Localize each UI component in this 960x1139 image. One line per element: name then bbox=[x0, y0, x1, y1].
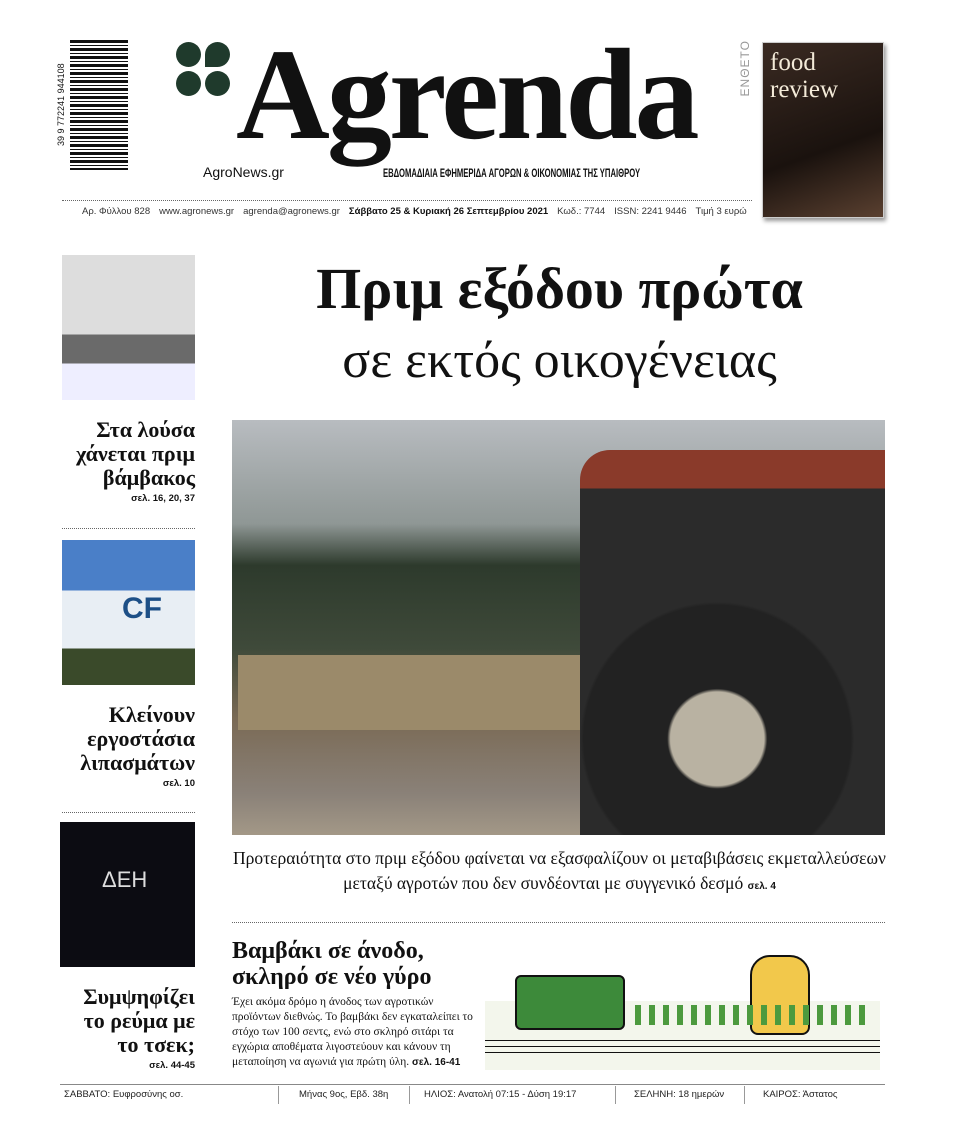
bottom-body: Έχει ακόμα δρόμο η άνοδος των αγροτικών προϊόντων διεθνώς. Το βαμβάκι δεν εγκαταλείπει το στόχο των 100 σεντς, ενώ στο σκληρό σιτάρι τα εγχώρια αποθέματα λιγοστεύουν και κάνουν τη μεταποίηση να αγωνιά για πρώτη ύλη. σελ. 16-41 bbox=[232, 996, 473, 1068]
footer-rule bbox=[60, 1084, 885, 1085]
divider bbox=[62, 812, 195, 813]
side-pages-2: σελ. 10 bbox=[162, 778, 195, 789]
main-subheadline: σε εκτός οικογένειας bbox=[342, 332, 777, 389]
site-name: AgroNews.gr bbox=[203, 164, 284, 180]
crops-icon bbox=[635, 1005, 865, 1025]
tractor-image bbox=[580, 450, 885, 835]
footer-week: Μήνας 9ος, Εβδ. 38η bbox=[299, 1089, 389, 1100]
footer-nameday: ΣΑΒΒΑΤΟ: Ευφροσύνης οσ. bbox=[64, 1089, 184, 1100]
farm-illustration bbox=[485, 945, 880, 1070]
main-headline: Πριμ εξόδου πρώτα bbox=[316, 256, 803, 321]
side-headline-2[interactable]: Κλείνουν εργοστάσια λιπασμάτων bbox=[80, 702, 195, 775]
code: Κωδ.: 7744 bbox=[557, 206, 606, 217]
main-caption: Προτεραιότητα στο πριμ εξόδου φαίνεται να εξασφαλίζουν οι μεταβιβάσεις εκμεταλλεύσεων μεταξύ αγροτών που δεν συνδέονται με συγγενικό δεσμό σελ. 4 bbox=[233, 848, 886, 893]
info-line bbox=[82, 206, 747, 218]
divider bbox=[62, 528, 195, 529]
bottom-headline[interactable]: Βαμβάκι σε άνοδο, σκληρό σε νέο γύρο bbox=[232, 938, 432, 990]
footer bbox=[60, 1088, 885, 1104]
issue-date: Σάββατο 25 & Κυριακή 26 Σεπτεμβρίου 2021 bbox=[348, 206, 549, 217]
email: agrenda@agronews.gr bbox=[243, 206, 340, 217]
side-headline-3[interactable]: Συμψηφίζει το ρεύμα με το τσεκ; bbox=[83, 984, 195, 1057]
side-story-1[interactable] bbox=[60, 418, 195, 505]
side-story-3[interactable] bbox=[60, 985, 195, 1072]
trailer-image bbox=[238, 655, 583, 730]
harvester-icon bbox=[515, 975, 625, 1030]
side-headline-1[interactable]: Στα λούσα χάνεται πριμ βάμβακος bbox=[76, 417, 195, 490]
price: Τιμή 3 ευρώ bbox=[695, 206, 747, 217]
footer-weather: ΚΑΙΡΟΣ: Άστατος bbox=[763, 1089, 838, 1100]
side-pages-1: σελ. 16, 20, 37 bbox=[131, 493, 195, 504]
barcode-number: 39 9 772241 944108 bbox=[56, 63, 66, 147]
side-story-2[interactable] bbox=[60, 703, 195, 790]
side-photo-deh: ΔΕΗ bbox=[60, 822, 195, 967]
field-lines bbox=[485, 1040, 880, 1058]
food-review-insert[interactable]: food review bbox=[762, 42, 884, 218]
side-photo-cf: CF bbox=[62, 540, 195, 685]
footer-sun: ΗΛΙΟΣ: Ανατολή 07:15 - Δύση 19:17 bbox=[424, 1089, 577, 1100]
masthead-title: Agrenda bbox=[236, 23, 697, 167]
bottom-story[interactable] bbox=[232, 938, 477, 1070]
clover-logo-icon bbox=[176, 42, 232, 98]
website: www.agronews.gr bbox=[159, 206, 235, 217]
insert-label: ΕΝΘΕΤΟ bbox=[738, 40, 752, 97]
divider bbox=[62, 200, 752, 201]
barcode bbox=[70, 40, 128, 170]
side-photo-meeting bbox=[62, 255, 195, 400]
issn: ISSN: 2241 9446 bbox=[614, 206, 687, 217]
tagline: ΕΒΔΟΜΑΔΙΑΙΑ ΕΦΗΜΕΡΙΔΑ ΑΓΟΡΩΝ & ΟΙΚΟΝΟΜΙΑΣ ΤΗΣ ΥΠΑΙΘΡΟΥ bbox=[383, 166, 641, 180]
footer-moon: ΣΕΛΗΝΗ: 18 ημερών bbox=[634, 1089, 725, 1100]
issue-number: Αρ. Φύλλου 828 bbox=[82, 206, 151, 217]
divider bbox=[232, 922, 885, 923]
side-pages-3: σελ. 44-45 bbox=[149, 1060, 195, 1071]
